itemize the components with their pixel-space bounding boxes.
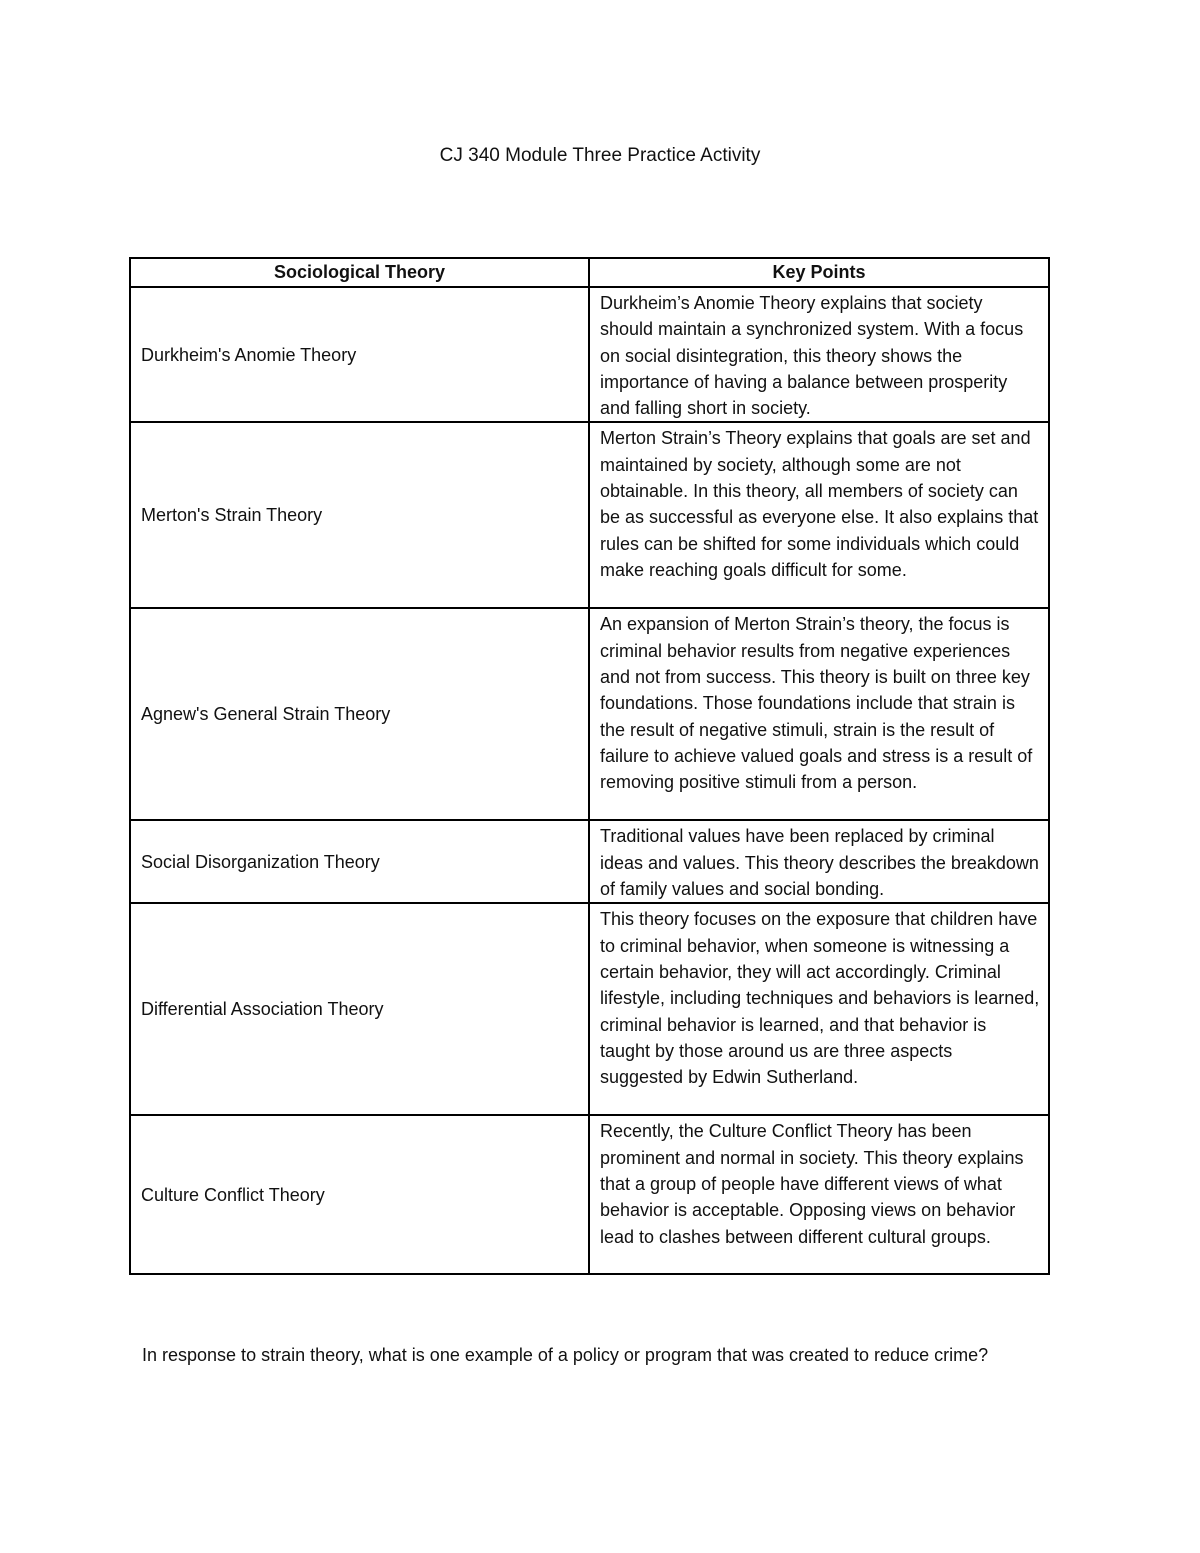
page-title: CJ 340 Module Three Practice Activity — [439, 145, 761, 166]
key-points-cell: Recently, the Culture Conflict Theory has been prominent and normal in society. This theory explains that a group of people have different views of what behavior is acceptable. Opposing views on behavior lead to clashes between different cultural groups. — [589, 1115, 1049, 1274]
theory-name-cell: Durkheim's Anomie Theory — [130, 287, 589, 422]
table-row — [130, 608, 1049, 820]
table-header-row — [130, 258, 1049, 287]
header-sociological-theory: Sociological Theory — [130, 258, 589, 287]
prompt-question: In response to strain theory, what is one example of a policy or program that was created to reduce crime? — [142, 1345, 989, 1365]
key-points-cell: This theory focuses on the exposure that children have to criminal behavior, when someone is witnessing a certain behavior, they will act accordingly. Criminal lifestyle, including techniques and behaviors is learned, criminal behavior is learned, and that behavior is taught by those around us are three aspects suggested by Edwin Sutherland. — [589, 903, 1049, 1115]
header-key-points: Key Points — [589, 258, 1049, 287]
key-points-cell: Traditional values have been replaced by criminal ideas and values. This theory describes the breakdown of family values and social bonding. — [589, 820, 1049, 903]
table-row — [130, 1115, 1049, 1274]
theory-table — [129, 257, 1050, 1275]
table-row — [130, 422, 1049, 608]
key-points-cell: An expansion of Merton Strain’s theory, the focus is criminal behavior results from negative experiences and not from success. This theory is built on three key foundations. Those foundations include that strain is the result of negative stimuli, strain is the result of failure to achieve valued goals and stress is a result of removing positive stimuli from a person. — [589, 608, 1049, 820]
table-row — [130, 820, 1049, 903]
table-row — [130, 287, 1049, 422]
theory-name-cell: Merton's Strain Theory — [130, 422, 589, 608]
key-points-cell: Durkheim’s Anomie Theory explains that society should maintain a synchronized system. With a focus on social disintegration, this theory shows the importance of having a balance between prosperity and falling short in society. — [589, 287, 1049, 422]
table-row — [130, 903, 1049, 1115]
theory-name-cell: Differential Association Theory — [130, 903, 589, 1115]
theory-name-cell: Social Disorganization Theory — [130, 820, 589, 903]
theory-name-cell: Culture Conflict Theory — [130, 1115, 589, 1274]
theory-name-cell: Agnew's General Strain Theory — [130, 608, 589, 820]
key-points-cell: Merton Strain’s Theory explains that goals are set and maintained by society, although some are not obtainable. In this theory, all members of society can be as successful as everyone else. It also explains that rules can be shifted for some individuals which could make reaching goals difficult for some. — [589, 422, 1049, 608]
